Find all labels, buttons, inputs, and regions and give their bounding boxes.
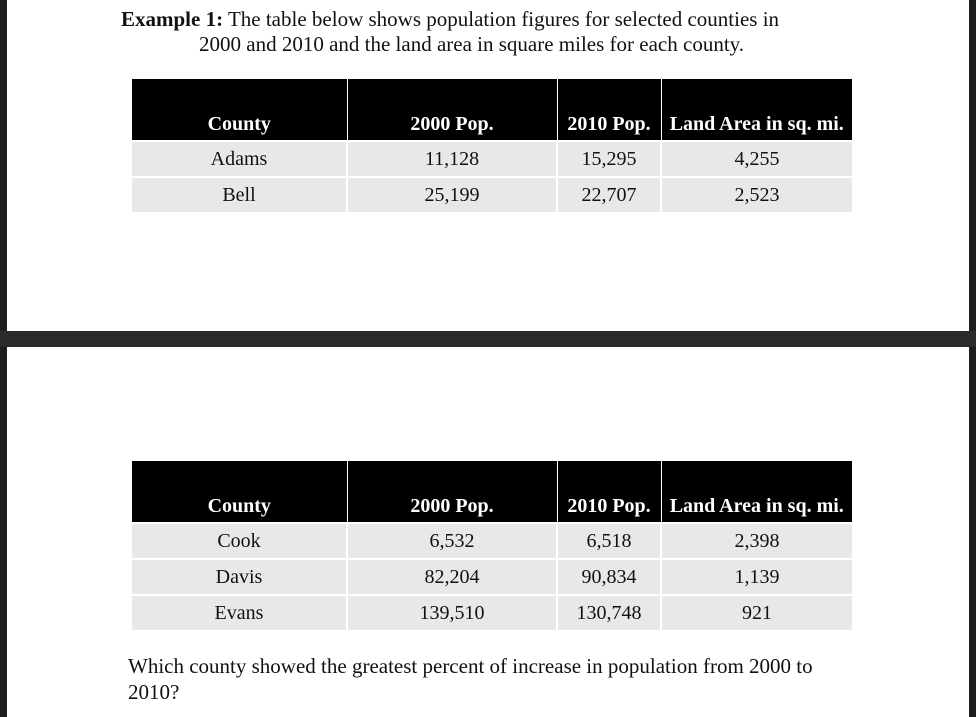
cell-county: Cook: [132, 523, 347, 559]
cell-2010-pop: 22,707: [557, 177, 661, 212]
example-label: Example 1:: [121, 7, 224, 31]
intro-line-1: The table below shows population figures for selected counties in: [223, 7, 780, 31]
cell-county: Evans: [132, 595, 347, 630]
cell-2010-pop: 15,295: [557, 141, 661, 177]
table-header-row: [132, 79, 852, 141]
cell-2000-pop: 6,532: [347, 523, 557, 559]
cell-county: Davis: [132, 559, 347, 595]
header-land-area: Land Area in sq. mi.: [661, 461, 852, 523]
cell-2010-pop: 6,518: [557, 523, 661, 559]
cell-land-area: 4,255: [661, 141, 852, 177]
cell-2010-pop: 90,834: [557, 559, 661, 595]
table-header-row: [132, 461, 852, 523]
intro-line-2: 2000 and 2010 and the land area in square miles for each county.: [199, 32, 745, 56]
cell-2000-pop: 139,510: [347, 595, 557, 630]
header-2000-pop: 2000 Pop.: [347, 79, 557, 141]
page-divider: [0, 331, 976, 347]
cell-county: Bell: [132, 177, 347, 212]
cell-2010-pop: 130,748: [557, 595, 661, 630]
table-row: [132, 559, 852, 595]
cell-land-area: 1,139: [661, 559, 852, 595]
table-row: [132, 177, 852, 212]
cell-2000-pop: 82,204: [347, 559, 557, 595]
cell-county: Adams: [132, 141, 347, 177]
population-table-1: [132, 79, 852, 212]
table-row: [132, 523, 852, 559]
cell-2000-pop: 25,199: [347, 177, 557, 212]
header-2000-pop: 2000 Pop.: [347, 461, 557, 523]
header-county: County: [132, 461, 347, 523]
table-row: [132, 595, 852, 630]
header-2010-pop: 2010 Pop.: [557, 79, 661, 141]
cell-land-area: 2,523: [661, 177, 852, 212]
header-land-area: Land Area in sq. mi.: [661, 79, 852, 141]
cell-2000-pop: 11,128: [347, 141, 557, 177]
cell-land-area: 921: [661, 595, 852, 630]
population-table-2: [132, 461, 852, 630]
header-county: County: [132, 79, 347, 141]
cell-land-area: 2,398: [661, 523, 852, 559]
table-row: [132, 141, 852, 177]
header-2010-pop: 2010 Pop.: [557, 461, 661, 523]
page-top: [7, 0, 969, 331]
question-text: Which county showed the greatest percent of increase in population from 2000 to 2010?: [128, 654, 813, 704]
intro-text: [121, 7, 841, 57]
page-bottom: [7, 347, 969, 717]
